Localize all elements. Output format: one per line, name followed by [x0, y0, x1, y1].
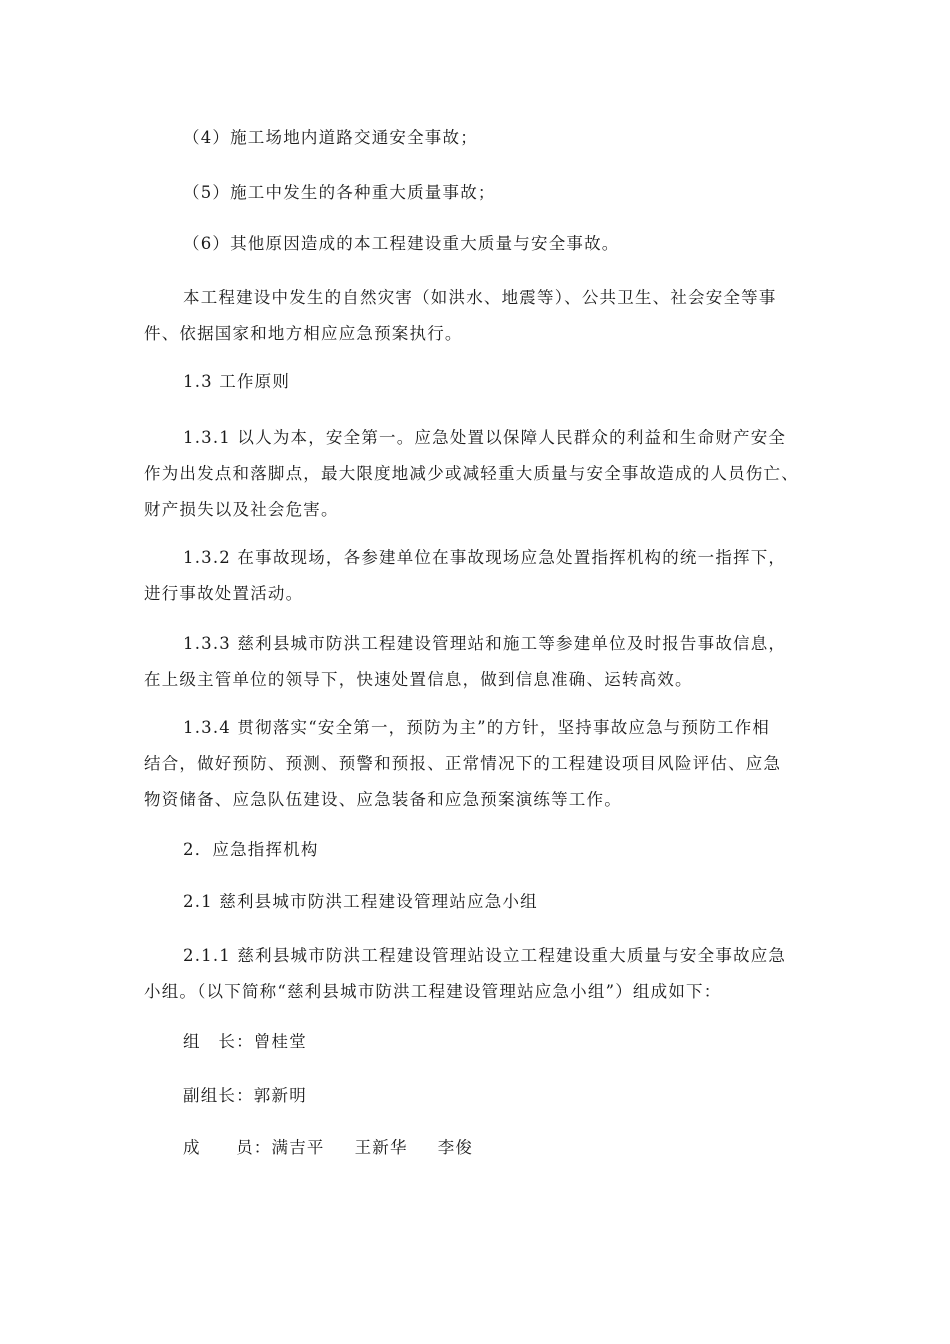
text-line: 1.3 工作原则: [183, 372, 291, 391]
text-line: 小组。（以下简称“慈利县城市防洪工程建设管理站应急小组”）组成如下：: [144, 982, 722, 1001]
text-line: （6）其他原因造成的本工程建设重大质量与安全事故。: [183, 234, 620, 253]
text-line: 2.1 慈利县城市防洪工程建设管理站应急小组: [183, 892, 538, 911]
paragraph-1-3-4: [144, 710, 804, 818]
paragraph-1-3-2: [144, 540, 804, 612]
text-line: 本工程建设中发生的自然灾害（如洪水、地震等）、公共卫生、社会安全等事: [183, 288, 777, 307]
members-label: 成 员：: [183, 1138, 272, 1157]
paragraph-2-1-1: [144, 938, 804, 1010]
text-line: 在上级主管单位的领导下，快速处置信息，做到信息准确、运转高效。: [144, 670, 693, 689]
text-line: [144, 1130, 804, 1166]
member-name: 李俊: [437, 1138, 474, 1157]
text-line: 财产损失以及社会危害。: [144, 500, 339, 519]
group-leader-line: [144, 1024, 804, 1060]
section-heading-2-1: [144, 884, 804, 920]
section-heading-1-3: [144, 364, 804, 400]
text-line: 2．应急指挥机构: [183, 840, 319, 859]
text-line: 件、依据国家和地方相应应急预案执行。: [144, 324, 463, 343]
text-line: 物资储备、应急队伍建设、应急装备和应急预案演练等工作。: [144, 790, 622, 809]
paragraph-item-4: [144, 120, 804, 156]
paragraph-item-5: [144, 175, 804, 211]
text-line: 1.3.2 在事故现场，各参建单位在事故现场应急处置指挥机构的统一指挥下，: [183, 548, 787, 567]
text-line: 副组长：郭新明: [183, 1086, 307, 1105]
text-line: 1.3.4 贯彻落实“安全第一，预防为主”的方针，坚持事故应急与预防工作相: [183, 718, 770, 737]
section-heading-2: [144, 832, 804, 868]
members-line: [144, 1130, 804, 1166]
text-line: 1.3.1 以人为本，安全第一。应急处置以保障人民群众的利益和生命财产安全: [183, 428, 787, 447]
paragraph-natural-disasters: [144, 280, 804, 352]
text-line: （5）施工中发生的各种重大质量事故；: [183, 183, 496, 202]
text-line: 进行事故处置活动。: [144, 584, 304, 603]
text-line: 组 长：曾桂堂: [183, 1032, 307, 1051]
text-line: 1.3.3 慈利县城市防洪工程建设管理站和施工等参建单位及时报告事故信息，: [183, 634, 787, 653]
deputy-leader-line: [144, 1078, 804, 1114]
text-line: 结合，做好预防、预测、预警和预报、正常情况下的工程建设项目风险评估、应急: [144, 754, 782, 773]
paragraph-1-3-3: [144, 626, 804, 698]
paragraph-1-3-1: [144, 420, 804, 528]
text-line: 作为出发点和落脚点，最大限度地减少或减轻重大质量与安全事故造成的人员伤亡、: [144, 464, 799, 483]
member-name: 王新华: [354, 1138, 408, 1157]
member-name: 满吉平: [271, 1138, 325, 1157]
text-line: 2.1.1 慈利县城市防洪工程建设管理站设立工程建设重大质量与安全事故应急: [183, 946, 787, 965]
paragraph-item-6: [144, 226, 804, 262]
text-line: （4）施工场地内道路交通安全事故；: [183, 128, 478, 147]
